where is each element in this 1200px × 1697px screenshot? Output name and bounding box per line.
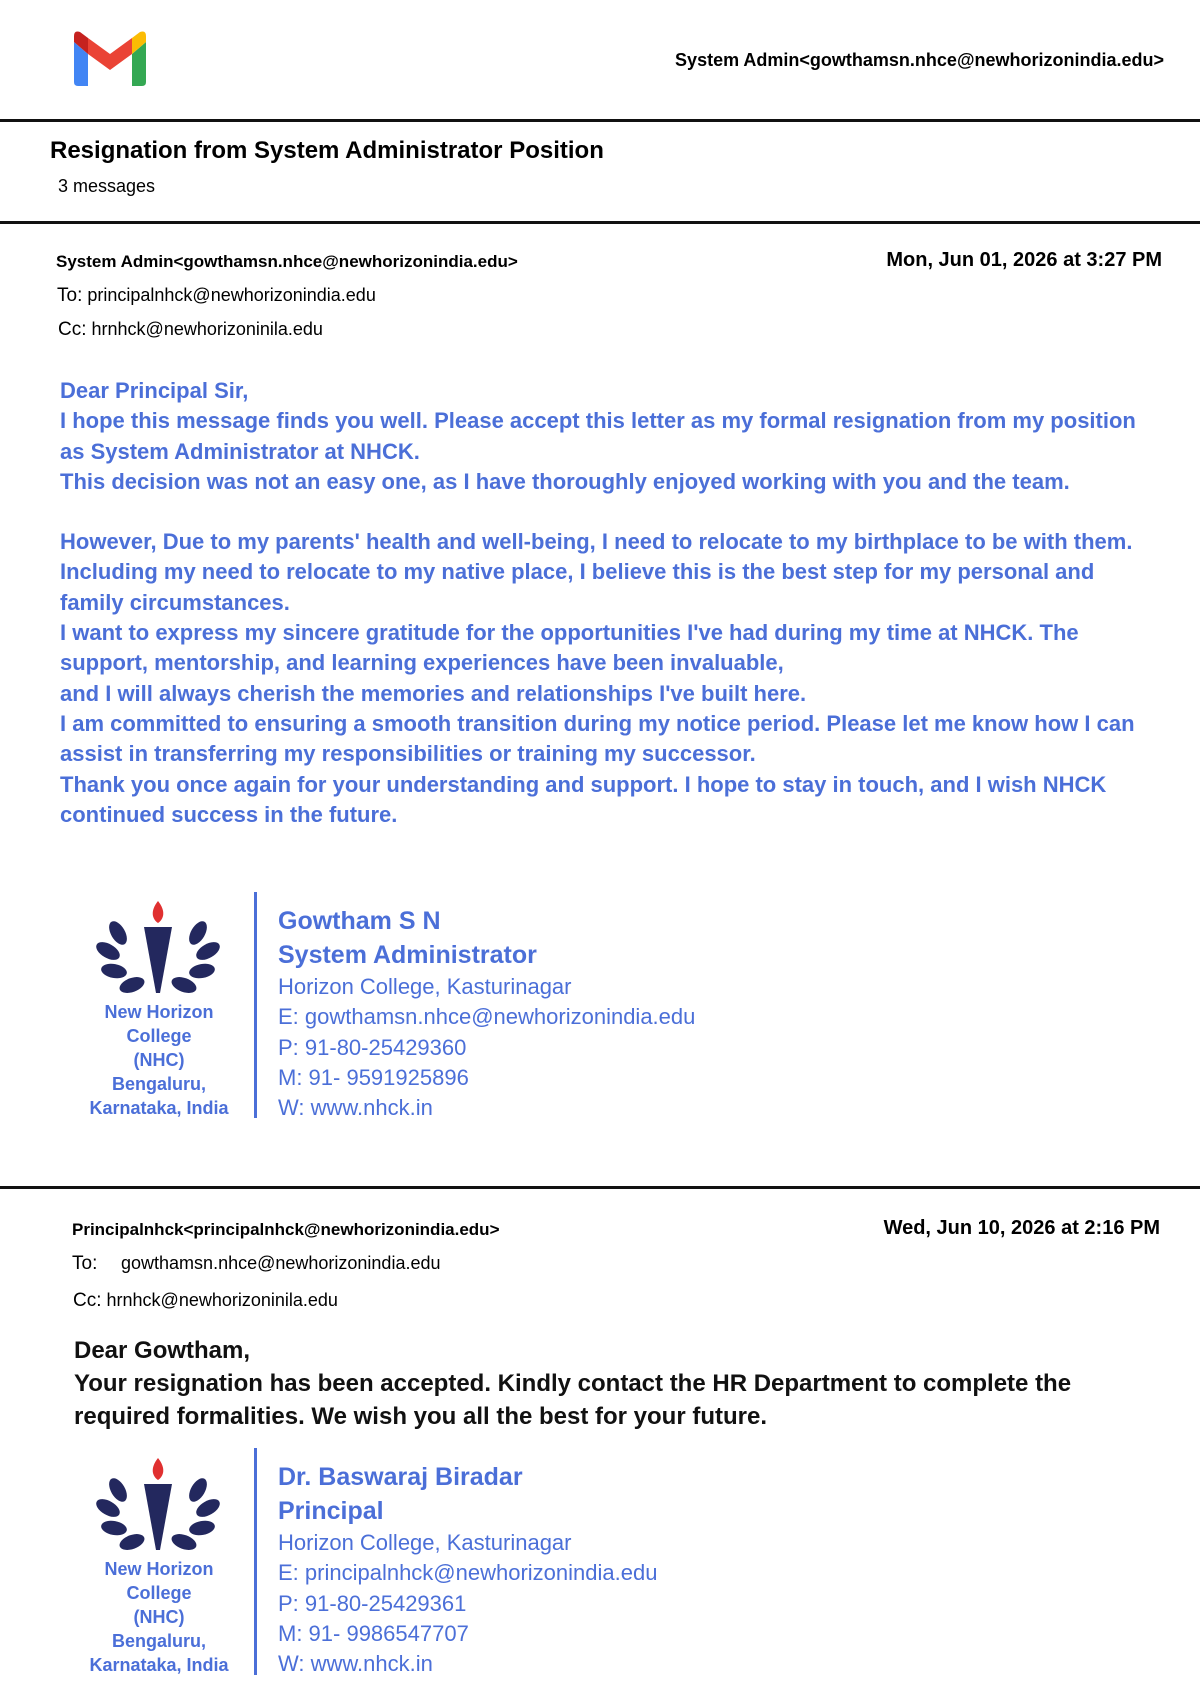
to-label: To: — [72, 1253, 98, 1274]
signature-phone: P: 91-80-25429361 — [278, 1590, 467, 1616]
header-divider — [0, 119, 1200, 122]
org-line: College — [126, 1583, 192, 1603]
signature-email[interactable]: E: gowthamsn.nhce@newhorizonindia.edu — [278, 1004, 696, 1030]
body-paragraph: I want to express my sincere gratitude for the opportunities I've had during my time at NHCK. The support, mentorship, and learning experiences have been invaluable, — [60, 620, 1079, 676]
signature-web[interactable]: W: www.nhck.in — [278, 1651, 433, 1677]
sender[interactable]: Principalnhck<principalnhck@newhorizonindia.edu> — [72, 1220, 500, 1239]
thread-divider — [0, 221, 1200, 224]
body-paragraph: Dear Principal Sir, — [60, 378, 249, 403]
cc-line — [73, 1290, 338, 1312]
org-line: Bengaluru, — [111, 1074, 206, 1094]
message-count: 3 messages — [58, 176, 156, 196]
signature-college: Horizon College, Kasturinagar — [278, 974, 572, 999]
signature-divider — [254, 892, 257, 1118]
signature-title: Principal — [278, 1497, 384, 1525]
thread-subject: Resignation from System Administrator Position — [50, 137, 604, 164]
account-label[interactable]: System Admin<gowthamsn.nhce@newhorizonindia.edu> — [675, 50, 1164, 70]
body-paragraph: and I will always cherish the memories and relationships I've built here. — [60, 680, 807, 706]
to-line — [72, 1253, 441, 1275]
signature — [278, 904, 695, 1123]
gmail-logo-icon[interactable] — [70, 28, 150, 88]
signature-phone: P: 91-80-25429360 — [278, 1034, 467, 1060]
org-line: College — [126, 1026, 192, 1046]
signature-email[interactable]: E: principalnhck@newhorizonindia.edu — [278, 1560, 658, 1586]
org-block — [84, 1000, 234, 1120]
signature-college: Horizon College, Kasturinagar — [278, 1530, 572, 1555]
org-line: (NHC) — [133, 1050, 185, 1070]
message-date: Mon, Jun 01, 2026 at 3:27 PM — [886, 249, 1162, 271]
signature-name: Dr. Baswaraj Biradar — [278, 1463, 523, 1491]
org-line: Karnataka, India — [89, 1655, 229, 1675]
to-line — [57, 285, 376, 307]
cc-label: Cc: — [58, 319, 87, 340]
cc-address[interactable]: hrnhck@newhorizoninila.edu — [106, 1290, 338, 1310]
to-address[interactable]: gowthamsn.nhce@newhorizonindia.edu — [121, 1253, 441, 1273]
body-paragraph: This decision was not an easy one, as I have thoroughly enjoyed working with you and the team. — [60, 468, 1070, 494]
cc-line — [58, 319, 323, 341]
college-seal-icon — [78, 1450, 238, 1560]
cc-label: Cc: — [73, 1290, 102, 1311]
body-paragraph: However, Due to my parents' health and well-being, I need to relocate to my birthplace to be with them. — [60, 529, 1133, 555]
signature-divider — [254, 1448, 257, 1675]
org-line: (NHC) — [133, 1607, 185, 1627]
cc-address[interactable]: hrnhck@newhorizoninila.edu — [91, 319, 323, 339]
signature-name: Gowtham S N — [278, 907, 441, 935]
to-address[interactable]: principalnhck@newhorizonindia.edu — [87, 285, 376, 305]
org-line: Karnataka, India — [89, 1098, 229, 1118]
college-seal-icon — [78, 893, 238, 1003]
signature-web[interactable]: W: www.nhck.in — [278, 1095, 433, 1121]
body-paragraph: I am committed to ensuring a smooth transition during my notice period. Please let me know how I can assist in transferring my responsibilities or training my successor. — [60, 710, 1135, 767]
body-paragraph: Including my need to relocate to my native place, I believe this is the best step for my personal and family circumstances. — [60, 559, 1095, 615]
body-paragraph: Your resignation has been accepted. Kindly contact the HR Department to complete the required formalities. We wish you all the best for your future. — [74, 1370, 1072, 1430]
sender[interactable]: System Admin<gowthamsn.nhce@newhorizonindia.edu> — [56, 252, 518, 271]
body-paragraph: I hope this message finds you well. Please accept this letter as my formal resignation from my position as System Administrator at NHCK. — [60, 408, 1136, 464]
body-paragraph: Thank you once again for your understanding and support. I hope to stay in touch, and I wish NHCK continued success in the future. — [60, 771, 1107, 827]
signature-mobile: M: 91- 9591925896 — [278, 1064, 469, 1090]
signature-mobile: M: 91- 9986547707 — [278, 1620, 469, 1646]
signature-title: System Administrator — [278, 941, 537, 969]
org-block — [84, 1557, 234, 1677]
to-label: To: — [57, 285, 83, 306]
message-body — [60, 376, 1140, 830]
body-paragraph: Dear Gowtham, — [74, 1337, 251, 1364]
message-divider — [0, 1186, 1200, 1189]
message-body — [74, 1334, 1154, 1433]
org-line: Bengaluru, — [111, 1631, 206, 1651]
message-date: Wed, Jun 10, 2026 at 2:16 PM — [883, 1217, 1160, 1239]
org-line: New Horizon — [104, 1559, 214, 1579]
signature — [278, 1460, 657, 1679]
org-line: New Horizon — [104, 1002, 214, 1022]
